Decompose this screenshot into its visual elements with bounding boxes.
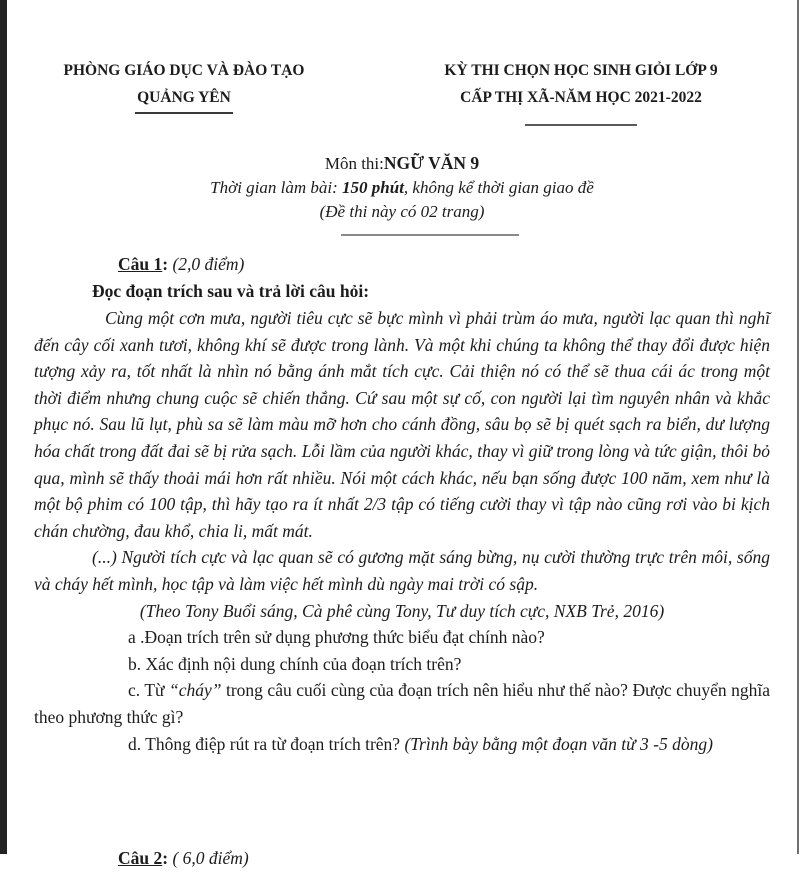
question1-instruction: Đọc đoạn trích sau và trả lời câu hỏi: [92, 281, 370, 301]
passage-source-citation: (Theo Tony Buổi sáng, Cà phê cùng Tony, Tư duy tích cực, NXB Trẻ, 2016) [139, 600, 665, 621]
question1-number: Câu 1 [118, 254, 163, 274]
question1-points: (2,0 điểm) [168, 254, 245, 274]
question2-points: ( 6,0 điểm) [168, 848, 249, 868]
sub-d-note: (Trình bày bằng một đoạn văn từ 3 -5 dòng) [404, 733, 713, 754]
duration-line [34, 176, 770, 200]
page-content [7, 0, 770, 868]
page-left-edge-bar [0, 0, 7, 854]
sub-d-text: d. Thông điệp rút ra từ đoạn trích trên? [128, 733, 405, 754]
subject-separator [341, 234, 519, 236]
question2-colon: : [162, 848, 169, 868]
question1-sub-b: b. Xác định nội dung chính của đoạn trích trên? [128, 653, 462, 674]
department-locality [34, 84, 334, 114]
passage-paragraph-2: (...) Người tích cực và lạc quan sẽ có gương mặt sáng bừng, nụ cười thường trực trên môi, sống và cháy hết mình, học tập và làm việc hết mình dù ngày mai trời có sập. [34, 547, 770, 594]
subject-block [34, 151, 770, 236]
question2-number: Câu 2 [118, 848, 163, 868]
question1-sub-d [34, 731, 770, 758]
question1-sub-c [34, 677, 770, 730]
issuing-department-block [34, 57, 334, 126]
document-header [34, 57, 770, 126]
department-locality-text: QUẢNG YÊN [135, 84, 233, 114]
passage-paragraph-1: Cùng một cơn mưa, người tiêu cực sẽ bực mình vì phải trùm áo mưa, người lạc quan thì nghĩ đến cây cối xanh tươi, không khí sẽ được trong lành. Và một khi chúng ta không thể thay đổi được hiện tượng xảy ra, tốt nhất là nhìn nó bằng ánh mắt tích cực. Cải thiện nó có thể sẽ thua cái ác trong một thời điểm nhưng chung cuộc sẽ chiến thắng. Cứ sau một sự cố, con người lại tìm nguyên nhân và khắc phục nó. Sau lũ lụt, phù sa sẽ làm màu mỡ hơn cho cánh đồng, sâu bọ sẽ bị quét sạch ra biển, dư lượng hóa chất trong đất đai sẽ bị rửa sạch. Lỗi lầm của người khác, thay vì giữ trong lòng và tức giận, thôi bỏ qua, mình sẽ thấy thoải mái hơn rất nhiều. Nói một cách khác, nếu bạn sống được 100 năm, xem như là một bộ phim có 100 tập, thì hãy tạo ra ít nhất 2/3 tập có tiếng cười thay vì tập nào cũng rơi vào bi kịch chán chường, đau khổ, chia li, mất mát. [34, 308, 770, 541]
page-count-note: (Đề thi này có 02 trang) [319, 202, 485, 221]
exam-title-separator [525, 124, 637, 126]
exam-title-line2: CẤP THỊ XÃ-NĂM HỌC 2021-2022 [460, 89, 702, 106]
page-right-edge-line [797, 0, 799, 854]
question2-heading-clipped [34, 845, 249, 872]
subject-name: NGỮ VĂN 9 [383, 153, 480, 173]
duration-suffix: , không kể thời gian giao đề [403, 178, 594, 197]
duration-value: 150 phút [342, 178, 404, 197]
exam-title-block [406, 57, 756, 126]
exam-title-line1: KỲ THI CHỌN HỌC SINH GIỎI LỚP 9 [444, 62, 718, 79]
sub-c-text-pre: c. Từ [128, 680, 169, 701]
department-name: PHÒNG GIÁO DỤC VÀ ĐÀO TẠO [63, 62, 305, 79]
sub-c-text-post: trong câu cuối cùng của đoạn trích nên hiểu như thế nào? Được chuyển nghĩa theo phương thức gì? [34, 680, 770, 727]
question1-colon: : [162, 254, 169, 274]
duration-label: Thời gian làm bài: [210, 178, 343, 197]
subject-line [34, 151, 770, 176]
subject-label: Môn thi: [324, 154, 384, 173]
question1-heading [34, 251, 770, 278]
question1-sub-a: a .Đoạn trích trên sử dụng phương thức biểu đạt chính nào? [128, 627, 545, 648]
sub-c-quoted-word: “cháy” [169, 680, 222, 701]
